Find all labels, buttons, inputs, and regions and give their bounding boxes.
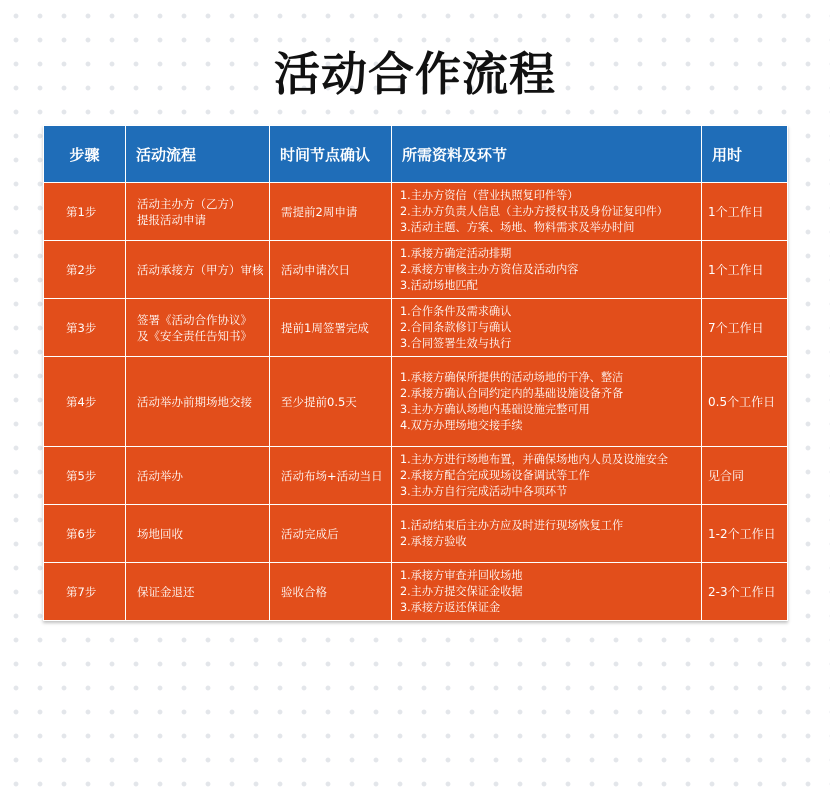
table-body xyxy=(44,183,788,621)
page-title: 活动合作流程 xyxy=(274,47,556,101)
process-line: 活动举办 xyxy=(137,468,183,483)
cell-time: 活动完成后 xyxy=(270,505,392,563)
cell-step: 第1步 xyxy=(44,183,126,241)
material-item: 2.主办方负责人信息（主办方授权书及身份证复印件） xyxy=(400,204,668,218)
cell-process xyxy=(126,299,270,357)
cell-duration: 7个工作日 xyxy=(702,299,788,357)
cell-time: 至少提前0.5天 xyxy=(270,357,392,447)
cell-step: 第5步 xyxy=(44,447,126,505)
header-process: 活动流程 xyxy=(126,126,270,183)
material-item: 3.活动主题、方案、场地、物料需求及举办时间 xyxy=(400,220,635,234)
cell-time: 验收合格 xyxy=(270,563,392,621)
process-line: 活动举办前期场地交接 xyxy=(137,394,252,409)
material-item: 2.承接方确认合同约定内的基础设施设备齐备 xyxy=(400,386,624,400)
material-item: 1.活动结束后主办方应及时进行现场恢复工作 xyxy=(400,518,624,532)
material-item: 3.合同签署生效与执行 xyxy=(400,336,512,350)
material-item: 1.主办方进行场地布置，并确保场地内人员及设施安全 xyxy=(400,452,668,466)
cell-materials xyxy=(392,241,702,299)
material-item: 4.双方办理场地交接手续 xyxy=(400,418,523,432)
cell-duration: 0.5个工作日 xyxy=(702,357,788,447)
cell-process xyxy=(126,447,270,505)
header-materials: 所需资料及环节 xyxy=(392,126,702,183)
process-line: 活动主办方（乙方） xyxy=(137,196,241,211)
table-row xyxy=(44,447,788,505)
material-item: 2.承接方配合完成现场设备调试等工作 xyxy=(400,468,590,482)
header-duration: 用时 xyxy=(702,126,788,183)
cell-time: 活动申请次日 xyxy=(270,241,392,299)
process-line: 活动承接方（甲方）审核 xyxy=(137,262,264,277)
material-item: 2.承接方验收 xyxy=(400,534,467,548)
cell-duration: 2-3个工作日 xyxy=(702,563,788,621)
process-line: 保证金退还 xyxy=(137,584,195,599)
cell-duration: 1个工作日 xyxy=(702,183,788,241)
material-item: 1.合作条件及需求确认 xyxy=(400,304,512,318)
material-item: 2.承接方审核主办方资信及活动内容 xyxy=(400,262,579,276)
cell-step: 第3步 xyxy=(44,299,126,357)
cell-materials xyxy=(392,357,702,447)
cell-duration: 见合同 xyxy=(702,447,788,505)
cell-duration: 1-2个工作日 xyxy=(702,505,788,563)
cell-time: 需提前2周申请 xyxy=(270,183,392,241)
header-step: 步骤 xyxy=(44,126,126,183)
cell-process xyxy=(126,357,270,447)
process-line: 场地回收 xyxy=(137,526,183,541)
material-item: 1.承接方审查并回收场地 xyxy=(400,568,523,582)
process-line: 签署《活动合作协议》 xyxy=(137,312,252,327)
cell-process xyxy=(126,563,270,621)
process-line: 及《安全责任告知书》 xyxy=(137,328,252,343)
table-row xyxy=(44,505,788,563)
material-item: 1.承接方确定活动排期 xyxy=(400,246,512,260)
process-line: 提报活动申请 xyxy=(137,212,206,227)
cell-step: 第4步 xyxy=(44,357,126,447)
cell-materials xyxy=(392,563,702,621)
cell-materials xyxy=(392,299,702,357)
material-item: 2.主办方提交保证金收据 xyxy=(400,584,523,598)
material-item: 1.主办方资信（营业执照复印件等） xyxy=(400,188,579,202)
table-row xyxy=(44,183,788,241)
cell-step: 第6步 xyxy=(44,505,126,563)
material-item: 3.主办方确认场地内基础设施完整可用 xyxy=(400,402,590,416)
material-item: 3.主办方自行完成活动中各项环节 xyxy=(400,484,568,498)
material-item: 3.承接方返还保证金 xyxy=(400,600,501,614)
cell-materials xyxy=(392,183,702,241)
process-table xyxy=(43,125,788,621)
table-row xyxy=(44,241,788,299)
header-time: 时间节点确认 xyxy=(270,126,392,183)
material-item: 3.活动场地匹配 xyxy=(400,278,478,292)
table-header-row xyxy=(44,126,788,183)
cell-duration: 1个工作日 xyxy=(702,241,788,299)
cell-materials xyxy=(392,447,702,505)
cell-process xyxy=(126,241,270,299)
material-item: 2.合同条款修订与确认 xyxy=(400,320,512,334)
table-row xyxy=(44,357,788,447)
cell-step: 第2步 xyxy=(44,241,126,299)
cell-time: 提前1周签署完成 xyxy=(270,299,392,357)
cell-process xyxy=(126,505,270,563)
cell-time: 活动布场+活动当日 xyxy=(270,447,392,505)
material-item: 1.承接方确保所提供的活动场地的干净、整洁 xyxy=(400,370,624,384)
cell-step: 第7步 xyxy=(44,563,126,621)
cell-materials xyxy=(392,505,702,563)
table-row xyxy=(44,563,788,621)
table-row xyxy=(44,299,788,357)
cell-process xyxy=(126,183,270,241)
